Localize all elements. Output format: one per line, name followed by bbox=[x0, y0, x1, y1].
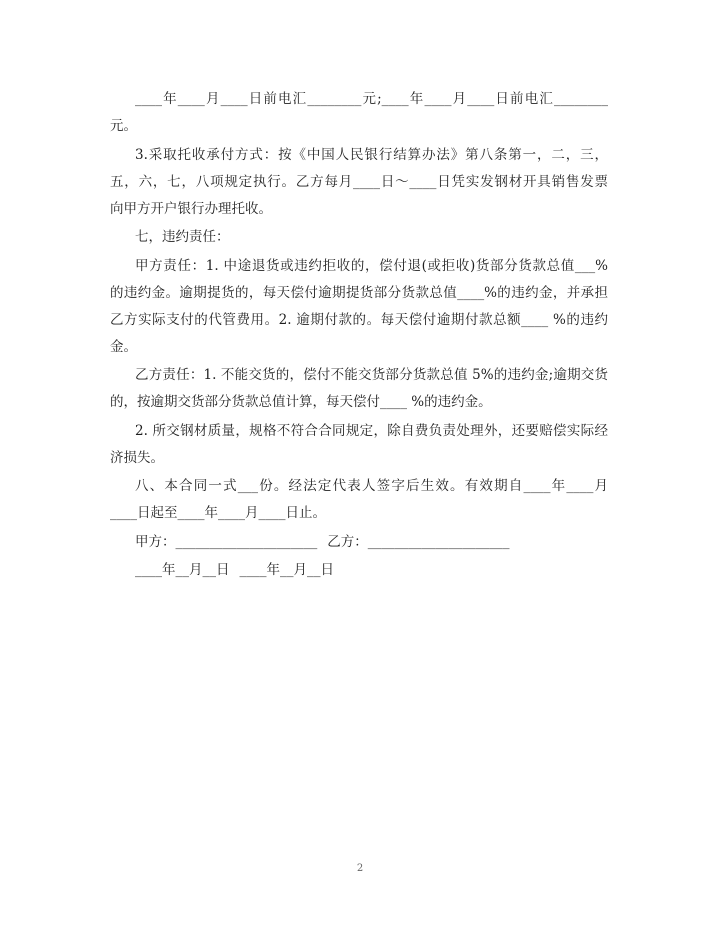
section-8-copies-validity bbox=[110, 473, 608, 527]
party-a-signature-label: 甲方： bbox=[135, 533, 176, 550]
party-a-liability-line: 金。 bbox=[110, 338, 137, 355]
party-b-date: ____年__月__日 bbox=[239, 562, 334, 578]
date-row bbox=[110, 557, 608, 584]
party-a-liability bbox=[110, 253, 608, 361]
party-b-signature-blank: _____________________ bbox=[367, 533, 510, 550]
party-b-liability bbox=[110, 362, 608, 416]
party-b-item-2-line: 济损失。 bbox=[110, 449, 164, 466]
party-a-liability-line: 甲方责任：1. 中途退货或违约拒收的，偿付退(或拒收)货部分货款总值___% bbox=[135, 257, 608, 274]
clause-3-collection-method bbox=[110, 142, 608, 223]
section-8-line: 八、本合同一式___份。经法定代表人签字后生效。有效期自____年____月 bbox=[135, 478, 608, 494]
section-7-heading-block bbox=[110, 224, 608, 251]
party-b-item-2-line: 2. 所交钢材质量，规格不符合合同规定，除自费负责处理外，还要赔偿实际经 bbox=[135, 422, 608, 439]
payment-schedule-line: 元。 bbox=[110, 118, 137, 134]
contract-body bbox=[110, 86, 608, 586]
section-7-heading: 七，违约责任： bbox=[135, 229, 230, 245]
clause-3-line: 五，六，七，八项规定执行。乙方每月____日～____日凭实发钢材开具销售发票 bbox=[110, 173, 608, 190]
party-a-signature-blank: _____________________ bbox=[175, 533, 318, 550]
clause-3-line: 3.采取托收承付方式：按《中国人民银行结算办法》第八条第一，二，三， bbox=[135, 146, 608, 163]
party-b-liability-line: 乙方责任：1. 不能交货的，偿付不能交货部分货款总值 5%的违约金;逾期交货 bbox=[135, 367, 608, 383]
clause-3-line: 向甲方开户银行办理托收。 bbox=[110, 200, 272, 217]
payment-schedule-line: ____年____月____日前电汇________元;____年____月____日前电汇________ bbox=[135, 91, 608, 107]
section-8-line: ____日起至____年____月____日止。 bbox=[110, 505, 326, 521]
signature-line bbox=[110, 529, 608, 556]
party-b-signature-label: 乙方： bbox=[327, 533, 368, 550]
signature-row bbox=[110, 529, 608, 556]
party-a-liability-line: 乙方实际支付的代管费用。2. 逾期付款的。每天偿付逾期付款总额____ %的违约 bbox=[110, 311, 608, 328]
party-b-liability-item-2 bbox=[110, 418, 608, 472]
party-b-liability-line: 的，按逾期交货部分货款总值计算，每天偿付____ %的违约金。 bbox=[110, 394, 492, 410]
party-a-liability-line: 的违约金。逾期提货的，每天偿付逾期提货部分货款总值____%的违约金，并承担 bbox=[110, 284, 608, 301]
date-line bbox=[110, 557, 608, 584]
party-a-date: ____年__月__日 bbox=[135, 562, 230, 578]
payment-schedule bbox=[110, 86, 608, 140]
page-number: 2 bbox=[356, 863, 364, 874]
